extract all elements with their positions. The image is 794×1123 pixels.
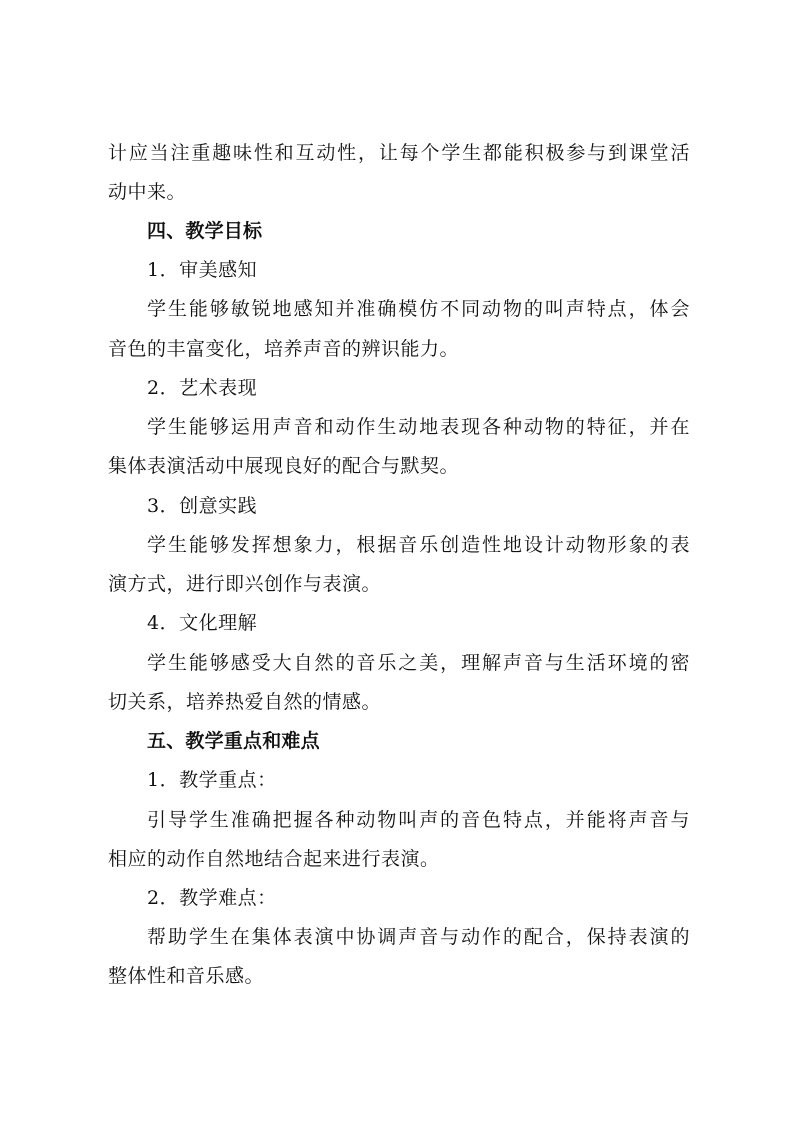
paragraph-line: 整体性和音乐感。 [108,965,265,987]
paragraph-line: 引导学生准确把握各种动物叫声的音色特点，并能将声音与 [147,809,690,831]
paragraph-line: 学生能够发挥想象力，根据音乐创造性地设计动物形象的表 [147,534,690,556]
paragraph-line: 学生能够感受大自然的音乐之美，理解声音与生活环境的密 [147,652,690,674]
subheading-teaching-difficulty: 2．教学难点： [147,887,277,909]
paragraph-line: 相应的动作自然地结合起来进行表演。 [108,848,440,870]
paragraph-line: 集体表演活动中展现良好的配合与默契。 [108,455,460,477]
paragraph-line: 动中来。 [108,181,187,203]
section-heading-key-points: 五、教学重点和难点 [147,730,320,752]
paragraph-line: 学生能够敏锐地感知并准确模仿不同动物的叫声特点，体会 [147,298,690,320]
paragraph-line: 演方式，进行即兴创作与表演。 [108,573,382,595]
paragraph-line: 帮助学生在集体表演中协调声音与动作的配合，保持表演的 [147,926,690,948]
paragraph-line: 切关系，培养热爱自然的情感。 [108,691,382,713]
subheading-art-expression: 2．艺术表现 [147,377,258,399]
paragraph-line: 音色的丰富变化，培养声音的辨识能力。 [108,338,460,360]
subheading-cultural-understanding: 4．文化理解 [147,612,258,634]
subheading-teaching-focus: 1．教学重点： [147,769,277,791]
subheading-aesthetic: 1．审美感知 [147,259,258,281]
paragraph-line: 计应当注重趣味性和互动性，让每个学生都能积极参与到课堂活 [108,142,690,164]
subheading-creative-practice: 3．创意实践 [147,495,258,517]
section-heading-objectives: 四、教学目标 [147,220,263,242]
paragraph-line: 学生能够运用声音和动作生动地表现各种动物的特征，并在 [147,416,690,438]
